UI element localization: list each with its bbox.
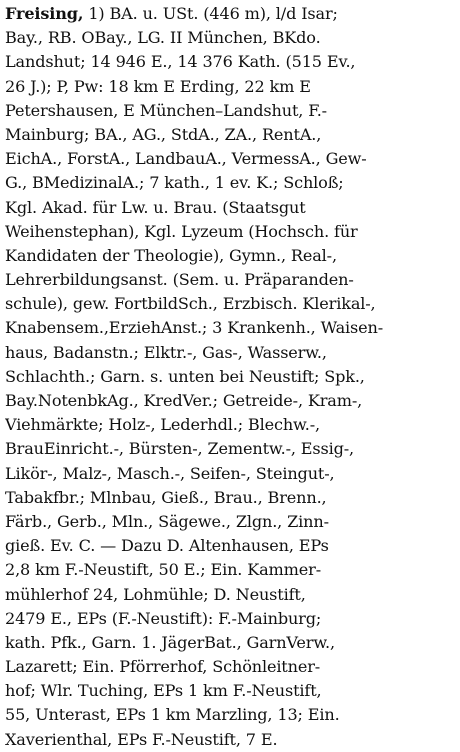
entry-line-1-text: 1) BA. u. USt. (446 m), l/d Isar; [83, 4, 338, 23]
entry-line-4: 26 J.); P, Pw: 18 km E Erding, 22 km E [5, 76, 311, 96]
entry-line-11: Kandidaten der Theologie), Gymn., Real-, [5, 245, 337, 265]
entry-line-21: Tabakfbr.; Mlnbau, Gieß., Brau., Brenn., [5, 487, 327, 507]
entry-line-6: Mainburg; BA., AG., StdA., ZA., RentA., [5, 124, 322, 144]
entry-line-3: Landshut; 14 946 E., 14 376 Kath. (515 Ev., [5, 52, 356, 72]
entry-line-25: mühlerhof 24, Lohmühle; D. Neustift, [5, 584, 306, 604]
entry-line-7: EichA., ForstA., LandbauA., VermessA., Gew- [5, 149, 367, 169]
entry-line-22: Färb., Gerb., Mln., Sägewe., Zlgn., Zinn- [5, 511, 329, 531]
entry-line-23: gieß. Ev. C. — Dazu D. Altenhausen, EPs [5, 536, 329, 556]
entry-line-29: hof; Wlr. Tuching, EPs 1 km F.-Neustift, [5, 681, 322, 701]
entry-line-9: Kgl. Akad. für Lw. u. Brau. (Staatsgut [5, 197, 306, 217]
entry-line-15: haus, Badanstn.; Elktr.-, Gas-, Wasserw., [5, 342, 327, 362]
entry-line-12: Lehrerbildungsanst. (Sem. u. Präparanden- [5, 270, 354, 290]
entry-line-13: schule), gew. FortbildSch., Erzbisch. Klerikal-, [5, 294, 376, 314]
entry-line-19: BrauEinricht.-, Bürsten-, Zementw.-, Essig-, [5, 439, 355, 459]
entry-line-24: 2,8 km F.-Neustift, 50 E.; Ein. Kammer- [5, 560, 321, 580]
entry-line-8: G., BMedizinalA.; 7 kath., 1 ev. K.; Schloß; [5, 173, 344, 193]
entry-line-5: Petershausen, E München–Landshut, F.- [5, 100, 327, 120]
entry-line-28: Lazarett; Ein. Pförrerhof, Schönleitner- [5, 657, 321, 677]
entry-line-18: Viehmärkte; Holz-, Lederhdl.; Blechw.-, [5, 415, 320, 435]
entry-line-30: 55, Unterast, EPs 1 km Marzling, 13; Ein. [5, 705, 340, 725]
headword: Freising, [5, 4, 84, 23]
entry-line-14: Knabensem.,ErziehAnst.; 3 Krankenh., Waisen- [5, 318, 384, 338]
entry-line-31: Xaverienthal, EPs F.-Neustift, 7 E. [5, 729, 278, 749]
entry-line-26: 2479 E., EPs (F.-Neustift): F.-Mainburg; [5, 608, 322, 628]
dictionary-entry [5, 2, 457, 752]
entry-line-16: Schlachth.; Garn. s. unten bei Neustift; Spk., [5, 366, 365, 386]
entry-line-20: Likör-, Malz-, Masch.-, Seifen-, Steingut-, [5, 463, 335, 483]
entry-line-17: Bay.NotenbkAg., KredVer.; Getreide-, Kram-, [5, 391, 363, 410]
entry-line-1 [5, 2, 457, 26]
entry-line-10: Weihenstephan), Kgl. Lyzeum (Hochsch. für [5, 221, 358, 241]
entry-line-2: Bay., RB. OBay., LG. II München, BKdo. [5, 28, 321, 48]
entry-line-27: kath. Pfk., Garn. 1. JägerBat., GarnVerw., [5, 632, 335, 652]
